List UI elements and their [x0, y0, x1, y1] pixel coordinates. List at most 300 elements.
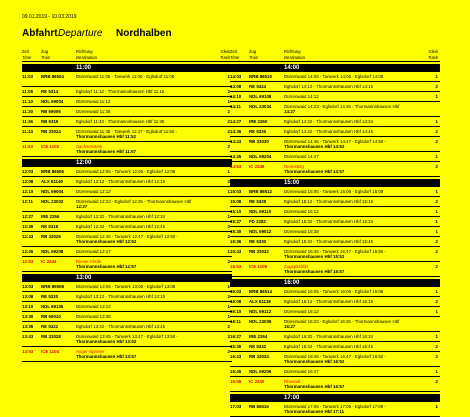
- departure-row: [22, 107, 232, 117]
- track-number: 1: [227, 304, 230, 309]
- route-stops: Dürrenwaid 17:05 - Tanwerk 17:06 - Eglsdorf 17:09 -: [284, 404, 386, 409]
- train-number: NDL 69012: [249, 229, 272, 234]
- departure-time: 16:11: [230, 319, 241, 324]
- hour-header: 12:00: [22, 159, 232, 167]
- departure-row: [22, 72, 232, 87]
- track-number: 1: [435, 289, 438, 294]
- route-text: [284, 249, 432, 260]
- route-text: [284, 199, 432, 204]
- route-stops: Eglsdorf 14:32 - Thormannshausen Hbf 14:34: [284, 119, 374, 124]
- col-track-label: Gleis: [428, 49, 438, 54]
- departure-row: [22, 257, 232, 272]
- train-number: NDL 23036: [249, 319, 272, 324]
- route-text: [284, 379, 432, 390]
- departure-time: 11:03: [22, 74, 33, 79]
- train-number: NDL 69110: [249, 209, 272, 214]
- train-number: IRE 2260: [249, 119, 268, 124]
- route-destination: Thormannshausen Hbf 13:52: [76, 339, 137, 345]
- route-destination: Thormannshausen Hbf 11:57: [76, 149, 137, 155]
- route-destination: Thormannshausen Hbf 14:52: [284, 144, 345, 150]
- track-number: 2: [227, 234, 230, 239]
- train-number: RB 33026: [41, 234, 61, 239]
- route-text: [76, 74, 224, 79]
- route-stops: Dürrenwaid 16:05 - Tanwerk 16:06 - Eglsdorf 16:08: [284, 289, 384, 294]
- route-text: [284, 219, 432, 224]
- track-number: 2: [435, 249, 438, 254]
- track-number: 1: [435, 94, 438, 99]
- route-stops: Dürrenwaid 15:05 - Tanwerk 15:06 - Eglsdorf 15:08: [284, 189, 384, 194]
- train-number: IRE 2264: [249, 334, 268, 339]
- departure-time: 17:03: [230, 404, 242, 409]
- route-stops: Dürrenwaid 14:47: [284, 154, 319, 159]
- train-number: IC 2246: [249, 164, 265, 169]
- route-stops: Dürrenwaid 13:05 - Tanwerk 13:06 - Eglsdorf 13:08: [76, 284, 176, 289]
- departure-row: [22, 117, 232, 127]
- departure-time: 14:43: [230, 139, 242, 144]
- departure-time: 15:03: [230, 189, 242, 194]
- col-track-label-en: Track: [219, 54, 230, 60]
- track-number: 2: [227, 224, 230, 229]
- train-number: NDL 69204: [249, 154, 272, 159]
- track-number: 1: [227, 189, 230, 194]
- train-number: ALX 81136: [249, 299, 271, 304]
- route-destination: 16:27: [284, 324, 296, 330]
- departure-time: 13:30: [22, 314, 34, 319]
- col-train-label-en: Train: [41, 54, 51, 60]
- track-number: 1: [227, 169, 230, 174]
- departure-time: 13:08: [22, 294, 34, 299]
- route-text: [76, 249, 224, 254]
- track-number: 1: [227, 249, 230, 254]
- col-time-label: Zeit: [230, 49, 237, 54]
- departure-time: 12:11: [22, 199, 33, 204]
- departure-row: [230, 152, 440, 162]
- route-text: [284, 404, 432, 415]
- departure-row: [227, 247, 440, 264]
- date-range: 09.01.2019 - 10.03.2019: [22, 14, 77, 20]
- route-destination: Thormannshausen Hbf 15:57: [284, 269, 345, 275]
- departure-row: [227, 137, 440, 152]
- track-number: 1: [227, 314, 230, 319]
- departure-row: [22, 177, 232, 187]
- train-number: NDL 69004: [41, 99, 64, 104]
- route-stops: Eglsdorf 15:42 - Thormannshausen Hbf 15:45: [284, 239, 374, 244]
- train-number: NDL 23032: [41, 199, 64, 204]
- departure-row: [227, 117, 440, 127]
- route-text: [76, 294, 224, 299]
- route-destination: Thormannshausen Hbf 14:57: [284, 169, 345, 175]
- route-stops: Dürrenwaid 12:47: [76, 249, 111, 254]
- train-number: ICE 1102: [41, 144, 60, 149]
- train-number: RB 33032: [249, 249, 269, 254]
- train-number: FD 2282: [249, 219, 266, 224]
- route-text: [76, 224, 224, 229]
- train-number: ICE 1106: [249, 264, 268, 269]
- track-number: 2: [227, 129, 230, 134]
- departure-row: [22, 197, 232, 212]
- track-number: 1: [227, 74, 230, 79]
- route-stops: Rennsteig: [284, 164, 304, 169]
- track-number: 2: [227, 259, 230, 264]
- col-train-label-en: Train: [249, 54, 259, 60]
- departure-row: [22, 247, 232, 257]
- station-name: Nordhalben: [116, 28, 172, 39]
- track-number: 2: [435, 264, 438, 269]
- route-destination: Thormannshausen Hbf 13:57: [76, 354, 137, 360]
- route-text: [76, 214, 224, 219]
- departure-time: 16:55: [230, 379, 242, 384]
- col-time-label-en: Time: [230, 54, 240, 60]
- train-number: BRB 86514: [249, 289, 272, 294]
- route-text: [284, 334, 432, 339]
- train-number: IC 2240: [249, 379, 265, 384]
- route-stops: Dürrenwaid 16:12: [284, 309, 319, 314]
- train-number: BRB 86510: [249, 74, 272, 79]
- col-route-label: Richtung: [76, 49, 93, 54]
- left-column: [22, 48, 232, 362]
- departure-row: [227, 92, 440, 104]
- track-number: 2: [435, 199, 438, 204]
- departure-row: [227, 217, 440, 229]
- route-stops: Eglsdorf 15:32 - Thormannshausen Hbf 15:34: [284, 219, 374, 224]
- route-stops: Zugspitzblitz: [284, 264, 309, 269]
- departure-time: 13:10: [22, 304, 34, 309]
- route-stops: Eglsdorf 15:12 - Thormannshausen Hbf 15:15: [284, 199, 374, 204]
- route-text: [76, 119, 224, 124]
- route-text: [284, 309, 432, 314]
- route-text: [76, 144, 224, 155]
- departure-row: [22, 292, 232, 302]
- route-destination: 14:27: [284, 109, 296, 115]
- track-number: 1: [435, 404, 438, 409]
- departure-row: [227, 187, 440, 197]
- train-number: RE 5322: [41, 324, 59, 329]
- timetable-header: [22, 28, 442, 42]
- route-stops: Eglsdorf 12:12 - Thormannshausen Hbf 12:15: [76, 179, 166, 184]
- route-text: [284, 344, 432, 349]
- departure-time: 11:53: [22, 144, 33, 149]
- departure-row: [227, 102, 440, 117]
- route-stops: Eglsdorf 12:32 - Thormannshausen Hbf 12:34: [76, 214, 166, 219]
- col-time-label-en: Time: [22, 54, 32, 60]
- route-stops: Dürrenwaid 14:05 - Tanwerk 14:06 - Eglsdorf 14:08: [284, 74, 384, 79]
- departure-row: [230, 367, 440, 377]
- departure-time: 12:45: [22, 249, 34, 254]
- departure-row: [230, 237, 440, 247]
- col-route-label-en: Destination: [76, 54, 97, 60]
- departure-time: 14:36: [230, 129, 242, 134]
- route-text: [284, 229, 432, 234]
- route-stops: Eglsdorf 16:12 - Thormannshausen Hbf 16:15: [284, 299, 374, 304]
- train-number: RB 86516: [249, 404, 269, 409]
- route-text: [284, 164, 432, 175]
- column-header: [22, 48, 232, 62]
- route-stops: Dürrenwaid 13:12: [76, 304, 111, 309]
- col-time-label: Zeit: [22, 49, 29, 54]
- train-number: NDL 69208: [41, 249, 64, 254]
- route-stops: Eglsdorf 14:12 - Thormannshausen Hbf 14:15: [284, 84, 374, 89]
- track-number: 1: [227, 214, 230, 219]
- route-stops: Dürrenwaid 16:23 - Eglsdorf 16:25 - Thormannshausen Hbf: [284, 319, 400, 324]
- departure-time: 11:08: [22, 89, 33, 94]
- route-stops: Eglsdorf 11:42 - Thormannshausen Hbf 11:45: [76, 119, 165, 124]
- train-number: ICE 1104: [41, 349, 60, 354]
- track-number: 2: [435, 164, 438, 169]
- departure-time: 16:36: [230, 344, 242, 349]
- hour-header: 14:00: [230, 64, 440, 72]
- col-track-label-en: Track: [427, 54, 438, 60]
- route-stops: Eglsdorf 16:32 - Thormannshausen Hbf 16:34: [284, 334, 374, 339]
- track-number: 2: [435, 84, 438, 89]
- route-text: [76, 334, 224, 345]
- train-number: RB 69010: [41, 314, 61, 319]
- route-text: [284, 209, 432, 214]
- route-stops: Dürrenwaid 14:45 - Tanwerk 14:47 - Eglsdorf 14:50 -: [284, 139, 386, 144]
- train-number: RB 69006: [41, 109, 61, 114]
- departure-time: 15:08: [230, 199, 242, 204]
- train-number: NDL 23034: [249, 104, 272, 109]
- departure-row: [230, 352, 440, 367]
- route-text: [284, 119, 432, 124]
- departure-time: 15:10: [230, 209, 242, 214]
- title-abfahrt: Abfahrt: [22, 28, 58, 39]
- train-number: NDL 69112: [249, 309, 272, 314]
- departure-time: 16:03: [230, 289, 242, 294]
- departure-time: 15:36: [230, 239, 242, 244]
- departure-row: [22, 312, 232, 322]
- train-number: ALX 81140: [41, 179, 63, 184]
- departure-time: 16:27: [230, 334, 242, 339]
- route-stops: Dürrenwaid 11:05 - Tanwerk 11:06 - Eglsdorf 11:08: [76, 74, 175, 79]
- route-stops: Dürrenwaid 11:12: [76, 99, 111, 104]
- departure-time: 16:45: [230, 369, 242, 374]
- route-stops: Dürrenwaid 12:23 - Eglsdorf 12:25 - Thormannshausen Hbf: [76, 199, 192, 204]
- departure-row: [227, 317, 440, 332]
- route-text: [284, 139, 432, 150]
- track-number: 2: [435, 379, 438, 384]
- route-stops: Dürrenwaid 12:45 - Tanwerk 12:47 - Eglsdorf 12:50 -: [76, 234, 178, 239]
- departure-time: 14:10: [230, 94, 242, 99]
- departure-time: 12:03: [22, 169, 34, 174]
- train-number: NDL 69206: [249, 369, 272, 374]
- train-number: RE 5324: [249, 84, 267, 89]
- departure-row: [230, 377, 440, 392]
- train-number: RE 5314: [41, 89, 59, 94]
- route-destination: 12:27: [76, 204, 88, 210]
- track-number: 2: [435, 129, 438, 134]
- track-number: 1: [227, 99, 230, 104]
- route-text: [76, 284, 224, 289]
- route-text: [76, 349, 224, 360]
- route-text: [76, 169, 224, 174]
- departure-time: 12:27: [22, 214, 34, 219]
- route-text: [284, 319, 432, 330]
- hour-header: 13:00: [22, 274, 232, 282]
- right-column: [227, 48, 440, 417]
- route-stops: Dürrenwaid 15:12: [284, 209, 319, 214]
- train-number: RE 5328: [249, 199, 267, 204]
- track-number: 2: [227, 324, 230, 329]
- departure-row: [22, 322, 232, 332]
- train-number: NDL 69106: [41, 304, 64, 309]
- route-stops: Dürrenwaid 15:45 - Tanwerk 15:47 - Eglsdorf 15:50 -: [284, 249, 386, 254]
- departure-time: 12:43: [22, 234, 34, 239]
- hour-header: 15:00: [230, 179, 440, 187]
- departure-time: 12:08: [22, 179, 34, 184]
- col-train-label: Zug: [41, 49, 49, 54]
- route-text: [284, 239, 432, 244]
- departure-row: [22, 167, 232, 177]
- track-number: 2: [435, 354, 438, 359]
- departure-time: 16:08: [230, 299, 242, 304]
- departure-row: [22, 347, 232, 362]
- departure-row: [227, 207, 440, 219]
- train-number: RE 5330: [249, 239, 267, 244]
- departure-time: 13:03: [22, 284, 34, 289]
- departure-time: 14:27: [230, 119, 242, 124]
- route-text: [284, 189, 432, 194]
- departure-row: [230, 262, 440, 277]
- route-stops: Anger-Sprinter: [76, 349, 105, 354]
- departure-time: 15:43: [230, 249, 242, 254]
- track-number: 2: [435, 344, 438, 349]
- train-number: IRE 2256: [41, 214, 60, 219]
- train-number: RE 5320: [41, 294, 59, 299]
- route-text: [284, 84, 432, 89]
- route-text: [76, 99, 224, 104]
- track-number: 2: [435, 299, 438, 304]
- departure-time: 11:10: [22, 99, 33, 104]
- departure-row: [22, 97, 232, 107]
- col-train-label: Zug: [249, 49, 257, 54]
- departure-time: 15:30: [230, 229, 242, 234]
- track-number: 1: [227, 284, 230, 289]
- departure-row: [22, 282, 232, 292]
- route-stops: Eglsdorf 13:42 - Thormannshausen Hbf 13:45: [76, 324, 166, 329]
- departure-time: 14:11: [230, 104, 241, 109]
- track-number: 2: [227, 89, 230, 94]
- col-route-label-en: Destination: [284, 54, 305, 60]
- train-number: BRB 86508: [41, 284, 64, 289]
- route-stops: Eglsdorf 13:12 - Thormannshausen Hbf 13:15: [76, 294, 166, 299]
- route-text: [76, 304, 224, 309]
- track-number: 1: [435, 309, 438, 314]
- departure-time: 11:43: [22, 129, 33, 134]
- departure-row: [227, 287, 440, 299]
- track-number: 1: [435, 229, 438, 234]
- title-departure: Departure: [58, 28, 103, 39]
- track-number: 1: [435, 74, 438, 79]
- route-text: [76, 234, 224, 245]
- route-text: [284, 104, 432, 115]
- track-number: 2: [435, 139, 438, 144]
- route-text: [76, 89, 224, 94]
- track-number: 2: [227, 334, 230, 339]
- departure-time: 13:36: [22, 324, 34, 329]
- route-stops: Dürrenwaid 12:12: [76, 189, 111, 194]
- train-number: RB 33024: [41, 129, 61, 134]
- track-number: 2: [227, 144, 230, 149]
- route-text: [284, 299, 432, 304]
- route-text: [284, 154, 432, 159]
- route-text: [76, 109, 224, 114]
- departure-row: [22, 187, 232, 197]
- departure-time: 12:10: [22, 189, 34, 194]
- departure-row: [22, 212, 232, 222]
- route-stops: Eglsdorf 11:12 - Thormannshausen Hbf 11:15: [76, 89, 165, 94]
- route-stops: Dürrenwaid 14:23 - Eglsdorf 14:25 - Thormannshausen Hbf: [284, 104, 400, 109]
- hour-header: 11:00: [22, 64, 232, 72]
- route-text: [76, 259, 224, 270]
- track-number: 1: [435, 189, 438, 194]
- route-text: [284, 289, 432, 294]
- train-number: BRB 86512: [249, 189, 272, 194]
- route-stops: Dürrenwaid 13:38: [76, 314, 111, 319]
- route-destination: Thormannshausen Hbf 16:52: [284, 359, 345, 365]
- col-route-label: Richtung: [284, 49, 301, 54]
- train-number: BRB 86506: [41, 169, 64, 174]
- col-track-label: Gleis: [220, 49, 230, 54]
- route-text: [284, 129, 432, 134]
- route-text: [76, 189, 224, 194]
- track-number: 2: [435, 239, 438, 244]
- departure-time: 16:43: [230, 354, 242, 359]
- route-destination: Thormannshausen Hbf 11:52: [76, 134, 137, 140]
- departure-row: [227, 297, 440, 309]
- route-stops: Dürrenwaid 15:38: [284, 229, 319, 234]
- departure-row: [227, 307, 440, 319]
- track-number: 2: [227, 294, 230, 299]
- route-stops: Dürrenwaid 16:45 - Tanwerk 16:47 - Eglsdorf 16:50 -: [284, 354, 386, 359]
- route-stops: Eglsdorf 14:42 - Thormannshausen Hbf 14:45: [284, 129, 374, 134]
- route-text: [76, 179, 224, 184]
- departure-row: [227, 162, 440, 177]
- departure-time: 14:03: [230, 74, 242, 79]
- train-number: RE 5326: [249, 129, 267, 134]
- route-text: [284, 74, 432, 79]
- train-number: NDL 69108: [249, 94, 272, 99]
- departure-row: [227, 342, 440, 354]
- departure-row: [22, 222, 232, 232]
- train-number: RE 5318: [41, 224, 59, 229]
- track-number: 2: [227, 349, 230, 354]
- route-destination: Thormannshausen Hbf 15:52: [284, 254, 345, 260]
- departure-time: 12:53: [22, 259, 34, 264]
- train-number: NDL 69004: [41, 189, 64, 194]
- column-header: [230, 48, 440, 62]
- train-number: RB 5316: [41, 119, 59, 124]
- route-stops: Eglsdorf 16:42 - Thormannshausen Hbf 16:45: [284, 344, 374, 349]
- departure-time: 15:53: [230, 264, 242, 269]
- departure-row: [227, 72, 440, 82]
- departure-row: [230, 402, 440, 417]
- departure-row: [227, 82, 440, 94]
- track-number: 1: [435, 334, 438, 339]
- hour-header: 17:00: [230, 394, 440, 402]
- route-stops: Dürrenwaid 12:05 - Tanwerk 12:06 - Eglsdorf 12:08: [76, 169, 176, 174]
- departure-time: 16:10: [230, 309, 242, 314]
- track-number: 2: [227, 109, 230, 114]
- departure-row: [227, 227, 440, 239]
- hour-header: 16:00: [230, 279, 440, 287]
- route-destination: Thormannshausen Hbf 12:52: [76, 239, 137, 245]
- departure-time: 12:36: [22, 224, 34, 229]
- track-number: 1: [435, 209, 438, 214]
- track-number: 1: [435, 119, 438, 124]
- train-number: RE 5332: [249, 344, 267, 349]
- route-stops: Dürrenwaid 14:12: [284, 94, 319, 99]
- train-number: BRB 86504: [41, 74, 64, 79]
